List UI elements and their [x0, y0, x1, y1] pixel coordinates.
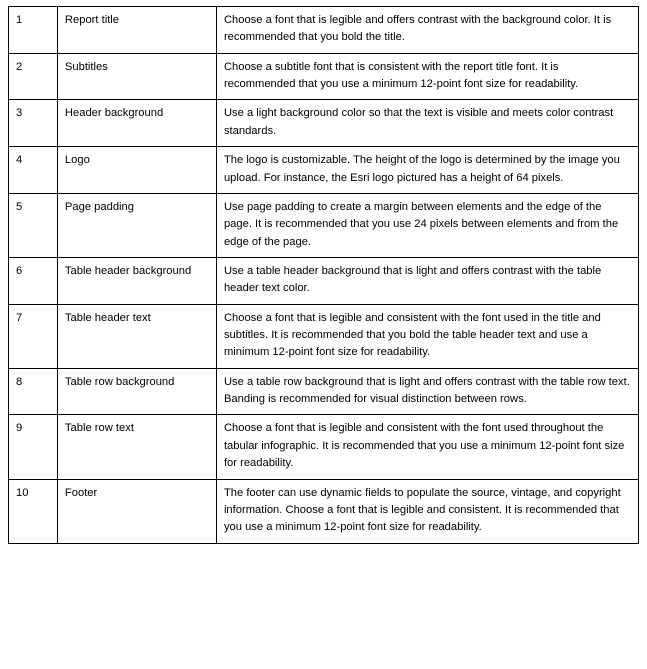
row-number: 10	[9, 479, 58, 543]
table-row	[9, 368, 639, 415]
row-number: 4	[9, 147, 58, 194]
row-number: 7	[9, 304, 58, 368]
table-row	[9, 304, 639, 368]
guidelines-table	[8, 6, 639, 544]
row-element: Table header text	[57, 304, 216, 368]
row-element: Table row text	[57, 415, 216, 479]
row-description: The logo is customizable. The height of the logo is determined by the image you upload. For instance, the Esri logo pictured has a height of 64 pixels.	[216, 147, 638, 194]
row-description: Use a light background color so that the text is visible and meets color contrast standards.	[216, 100, 638, 147]
row-description: Use page padding to create a margin between elements and the edge of the page. It is recommended that you use 24 pixels between elements and from the edge of the page.	[216, 193, 638, 257]
row-number: 5	[9, 193, 58, 257]
row-number: 9	[9, 415, 58, 479]
row-description: Use a table header background that is light and offers contrast with the table header text color.	[216, 257, 638, 304]
row-number: 3	[9, 100, 58, 147]
row-number: 8	[9, 368, 58, 415]
table-row	[9, 479, 639, 543]
row-element: Footer	[57, 479, 216, 543]
row-element: Report title	[57, 7, 216, 54]
row-description: Choose a font that is legible and consistent with the font used throughout the tabular infographic. It is recommended that you use a minimum 12-point font size for readability.	[216, 415, 638, 479]
row-element: Logo	[57, 147, 216, 194]
row-number: 2	[9, 53, 58, 100]
table-row	[9, 100, 639, 147]
table-row	[9, 53, 639, 100]
table-row	[9, 7, 639, 54]
row-number: 1	[9, 7, 58, 54]
table-row	[9, 147, 639, 194]
row-description: Choose a subtitle font that is consistent with the report title font. It is recommended that you use a minimum 12-point font size for readability.	[216, 53, 638, 100]
table-row	[9, 257, 639, 304]
table-row	[9, 415, 639, 479]
row-description: The footer can use dynamic fields to populate the source, vintage, and copyright information. Choose a font that is legible and consistent. It is recommended that you use a minimum 12-point font size for readability.	[216, 479, 638, 543]
row-element: Table header background	[57, 257, 216, 304]
row-number: 6	[9, 257, 58, 304]
row-description: Use a table row background that is light and offers contrast with the table row text. Banding is recommended for visual distinction between rows.	[216, 368, 638, 415]
row-element: Page padding	[57, 193, 216, 257]
row-description: Choose a font that is legible and offers contrast with the background color. It is recommended that you bold the title.	[216, 7, 638, 54]
row-element: Header background	[57, 100, 216, 147]
row-description: Choose a font that is legible and consistent with the font used in the title and subtitles. It is recommended that you bold the table header text and use a minimum 12-point font size for readability.	[216, 304, 638, 368]
row-element: Table row background	[57, 368, 216, 415]
table-body	[9, 7, 639, 544]
row-element: Subtitles	[57, 53, 216, 100]
table-row	[9, 193, 639, 257]
